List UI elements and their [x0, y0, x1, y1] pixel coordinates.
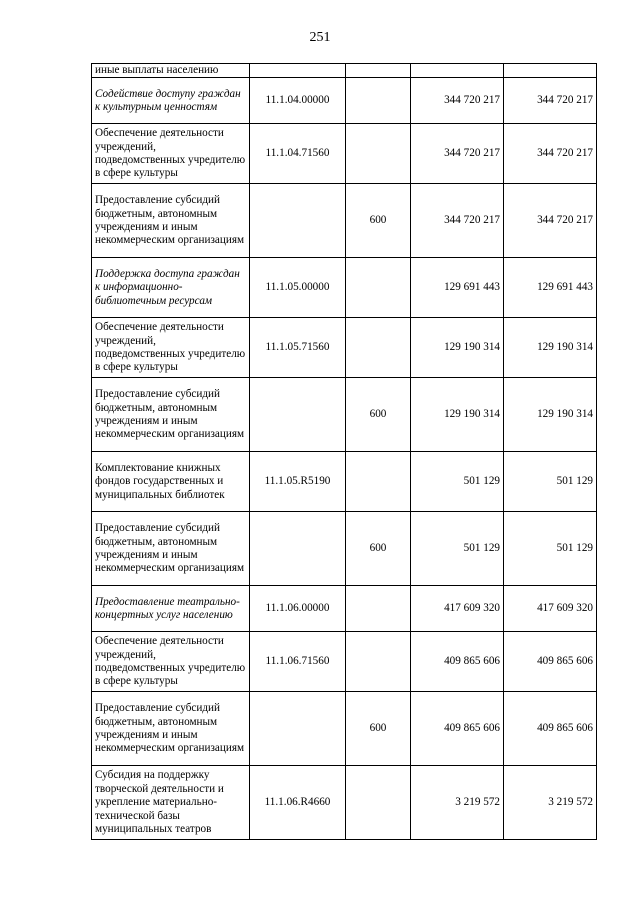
cell-name: Предоставление театрально-концертных услуг населению [92, 586, 250, 632]
table-row [92, 692, 597, 766]
cell-amount-1: 344 720 217 [411, 184, 504, 258]
cell-amount-1 [411, 64, 504, 78]
cell-amount-2: 501 129 [504, 512, 597, 586]
cell-amount-1: 501 129 [411, 452, 504, 512]
cell-expense-type: 600 [346, 378, 411, 452]
cell-expense-type [346, 452, 411, 512]
table-row [92, 632, 597, 692]
cell-name: Предоставление субсидий бюджетным, автономным учреждениям и иным некоммерческим организациям [92, 378, 250, 452]
cell-amount-2 [504, 64, 597, 78]
table-row [92, 258, 597, 318]
cell-amount-1: 129 190 314 [411, 318, 504, 378]
cell-target-code: 11.1.06.00000 [250, 586, 346, 632]
table-row [92, 452, 597, 512]
table-row [92, 184, 597, 258]
table-row [92, 64, 597, 78]
cell-name: Предоставление субсидий бюджетным, автономным учреждениям и иным некоммерческим организациям [92, 184, 250, 258]
cell-expense-type [346, 318, 411, 378]
cell-name: Содействие доступу граждан к культурным ценностям [92, 78, 250, 124]
cell-target-code [250, 378, 346, 452]
cell-expense-type [346, 124, 411, 184]
cell-name: Предоставление субсидий бюджетным, автономным учреждениям и иным некоммерческим организациям [92, 692, 250, 766]
cell-target-code [250, 184, 346, 258]
cell-expense-type [346, 632, 411, 692]
cell-expense-type [346, 258, 411, 318]
table-row [92, 124, 597, 184]
table-row [92, 512, 597, 586]
cell-amount-1: 3 219 572 [411, 766, 504, 840]
cell-amount-2: 344 720 217 [504, 124, 597, 184]
cell-amount-1: 409 865 606 [411, 632, 504, 692]
cell-amount-1: 501 129 [411, 512, 504, 586]
cell-expense-type: 600 [346, 512, 411, 586]
cell-amount-1: 344 720 217 [411, 124, 504, 184]
cell-amount-1: 409 865 606 [411, 692, 504, 766]
table-row [92, 378, 597, 452]
cell-expense-type [346, 78, 411, 124]
cell-target-code: 11.1.04.00000 [250, 78, 346, 124]
cell-target-code [250, 512, 346, 586]
table-row [92, 586, 597, 632]
cell-target-code: 11.1.06.71560 [250, 632, 346, 692]
cell-expense-type [346, 586, 411, 632]
cell-expense-type [346, 64, 411, 78]
cell-amount-2: 129 691 443 [504, 258, 597, 318]
cell-amount-2: 129 190 314 [504, 318, 597, 378]
cell-target-code: 11.1.05.00000 [250, 258, 346, 318]
cell-target-code: 11.1.05.71560 [250, 318, 346, 378]
cell-amount-2: 501 129 [504, 452, 597, 512]
cell-amount-2: 3 219 572 [504, 766, 597, 840]
cell-amount-2: 344 720 217 [504, 78, 597, 124]
cell-amount-2: 417 609 320 [504, 586, 597, 632]
cell-amount-1: 344 720 217 [411, 78, 504, 124]
cell-target-code: 11.1.06.R4660 [250, 766, 346, 840]
table-row [92, 318, 597, 378]
page-number: 251 [309, 30, 331, 45]
budget-table-body [92, 64, 597, 840]
cell-target-code: 11.1.05.R5190 [250, 452, 346, 512]
cell-name: Комплектование книжных фондов государственных и муниципальных библиотек [92, 452, 250, 512]
budget-table [91, 63, 597, 840]
cell-name: Предоставление субсидий бюджетным, автономным учреждениям и иным некоммерческим организациям [92, 512, 250, 586]
cell-name: Субсидия на поддержку творческой деятельности и укрепление материально-технической базы муниципальных театров [92, 766, 250, 840]
cell-name: Обеспечение деятельности учреждений, подведомственных учредителю в сфере культуры [92, 318, 250, 378]
cell-expense-type: 600 [346, 184, 411, 258]
cell-expense-type: 600 [346, 692, 411, 766]
table-row [92, 78, 597, 124]
cell-amount-2: 129 190 314 [504, 378, 597, 452]
cell-name: Обеспечение деятельности учреждений, подведомственных учредителю в сфере культуры [92, 124, 250, 184]
cell-target-code [250, 64, 346, 78]
cell-name: иные выплаты населению [92, 64, 250, 78]
cell-amount-1: 417 609 320 [411, 586, 504, 632]
cell-name: Поддержка доступа граждан к информационно-библиотечным ресурсам [92, 258, 250, 318]
cell-amount-1: 129 691 443 [411, 258, 504, 318]
cell-target-code [250, 692, 346, 766]
cell-amount-2: 409 865 606 [504, 632, 597, 692]
cell-name: Обеспечение деятельности учреждений, подведомственных учредителю в сфере культуры [92, 632, 250, 692]
cell-amount-1: 129 190 314 [411, 378, 504, 452]
cell-amount-2: 409 865 606 [504, 692, 597, 766]
cell-target-code: 11.1.04.71560 [250, 124, 346, 184]
cell-amount-2: 344 720 217 [504, 184, 597, 258]
table-row [92, 766, 597, 840]
cell-expense-type [346, 766, 411, 840]
